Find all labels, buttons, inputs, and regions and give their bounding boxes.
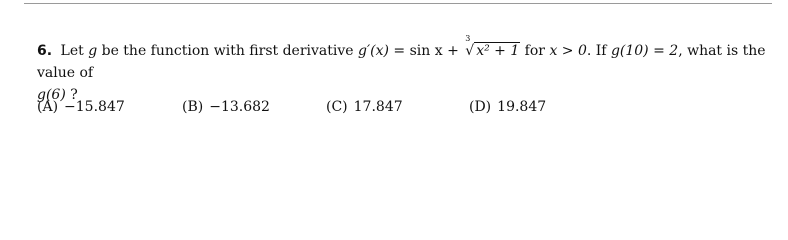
condition-math: x > 0 (549, 43, 587, 59)
choice-a[interactable] (37, 96, 125, 118)
choice-value: −15.847 (64, 99, 125, 115)
choice-value: 19.847 (497, 99, 547, 115)
stem-intro: Let (60, 43, 84, 59)
choice-d[interactable] (469, 96, 546, 118)
choice-c[interactable] (326, 96, 403, 118)
choice-letter: (C) (326, 99, 348, 115)
ask-math: g(6) (37, 87, 66, 103)
choice-value: −13.682 (209, 99, 270, 115)
question-number: 6. (37, 43, 53, 59)
derivative-lhs: g′(x) = (358, 43, 410, 59)
condition-prefix: for (520, 43, 550, 59)
choice-b[interactable] (182, 96, 270, 118)
stem-middle: be the function with first derivative (101, 43, 354, 59)
choice-letter: (A) (37, 99, 59, 115)
given-math: g(10) = 2 (610, 43, 679, 59)
function-name: g (88, 43, 98, 59)
root-index: 3 (465, 34, 471, 43)
ask-text: , what is the value of (37, 43, 766, 81)
top-divider (24, 3, 772, 4)
choice-letter: (D) (469, 99, 492, 115)
given-prefix: . If (586, 43, 611, 59)
choice-letter: (B) (182, 99, 204, 115)
answer-choices (0, 96, 788, 118)
radicand: x² + 1 (476, 43, 520, 59)
ask-end: ? (65, 87, 78, 103)
cube-root-expression: 3 √ x² + 1 (465, 34, 520, 59)
choice-value: 17.847 (353, 99, 403, 115)
sin-term: sin x + (409, 43, 464, 59)
